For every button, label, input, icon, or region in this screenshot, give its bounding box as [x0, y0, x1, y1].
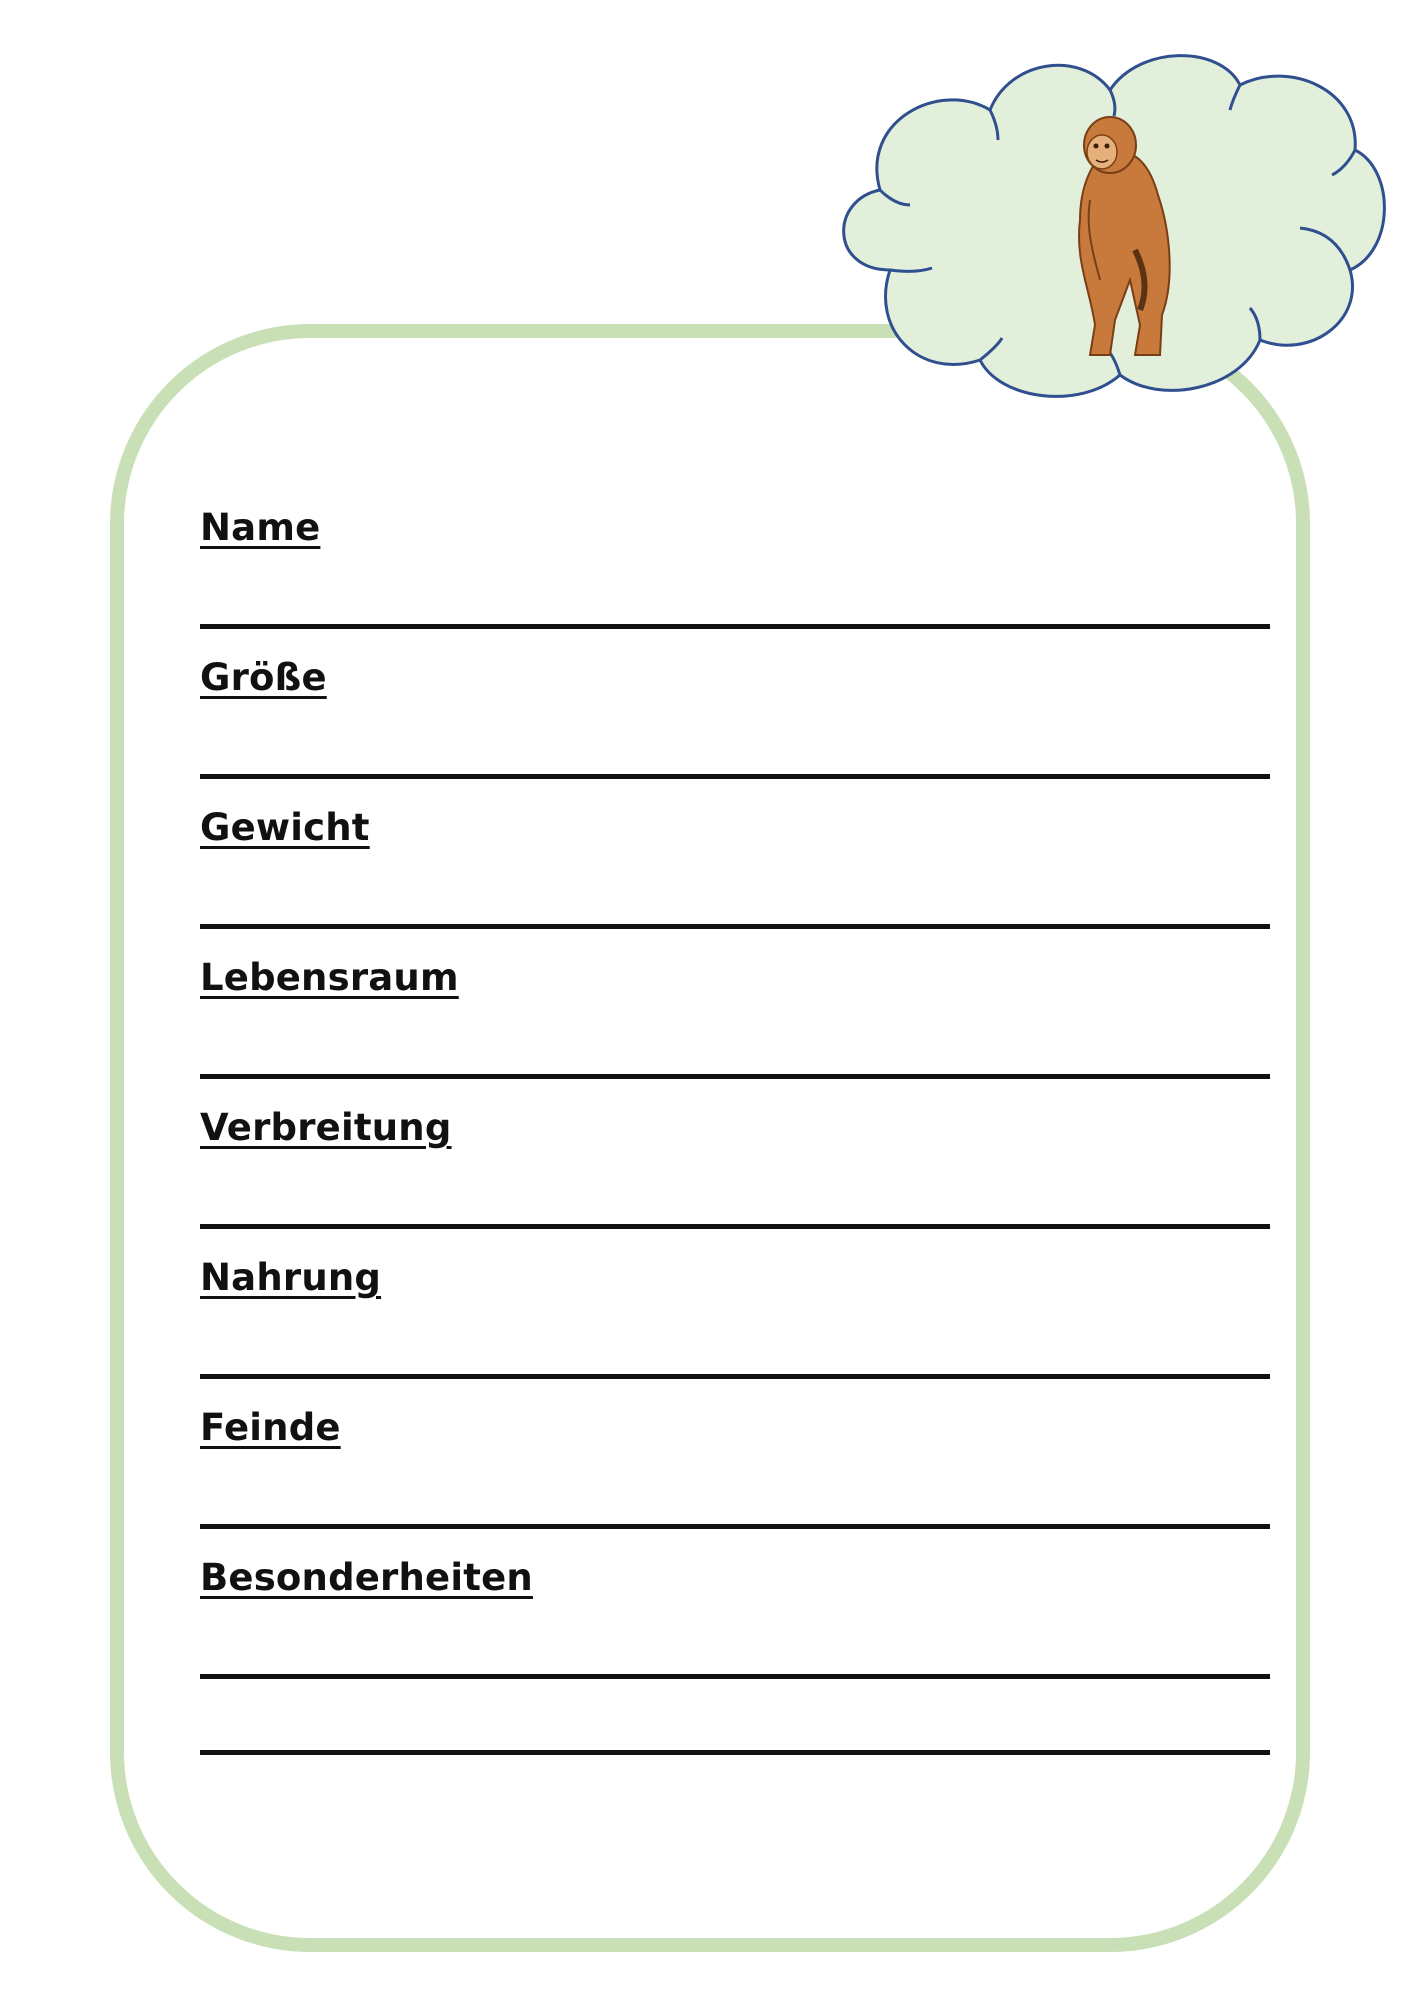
answer-line[interactable] — [200, 1374, 1270, 1379]
field-verbreitung — [200, 1100, 1270, 1250]
field-label: Gewicht — [200, 806, 370, 849]
answer-line[interactable] — [200, 1750, 1270, 1755]
field-label: Größe — [200, 656, 327, 699]
answer-line[interactable] — [200, 1224, 1270, 1229]
answer-line[interactable] — [200, 1674, 1270, 1679]
cloud-badge — [820, 40, 1400, 430]
answer-line[interactable] — [200, 924, 1270, 929]
field-label: Nahrung — [200, 1256, 382, 1299]
field-label: Feinde — [200, 1406, 341, 1449]
answer-line[interactable] — [200, 1074, 1270, 1079]
field-besonderheiten — [200, 1550, 1270, 1700]
field-feinde — [200, 1400, 1270, 1550]
field-label: Lebensraum — [200, 956, 459, 999]
field-gewicht — [200, 800, 1270, 950]
answer-line[interactable] — [200, 624, 1270, 629]
field-label: Name — [200, 506, 321, 549]
answer-line[interactable] — [200, 774, 1270, 779]
field-label: Besonderheiten — [200, 1556, 533, 1599]
answer-line[interactable] — [200, 1524, 1270, 1529]
field-label: Verbreitung — [200, 1106, 452, 1149]
field-lebensraum — [200, 950, 1270, 1100]
field-name — [200, 500, 1270, 650]
field-groesse — [200, 650, 1270, 800]
fields-list — [200, 500, 1270, 1700]
field-nahrung — [200, 1250, 1270, 1400]
